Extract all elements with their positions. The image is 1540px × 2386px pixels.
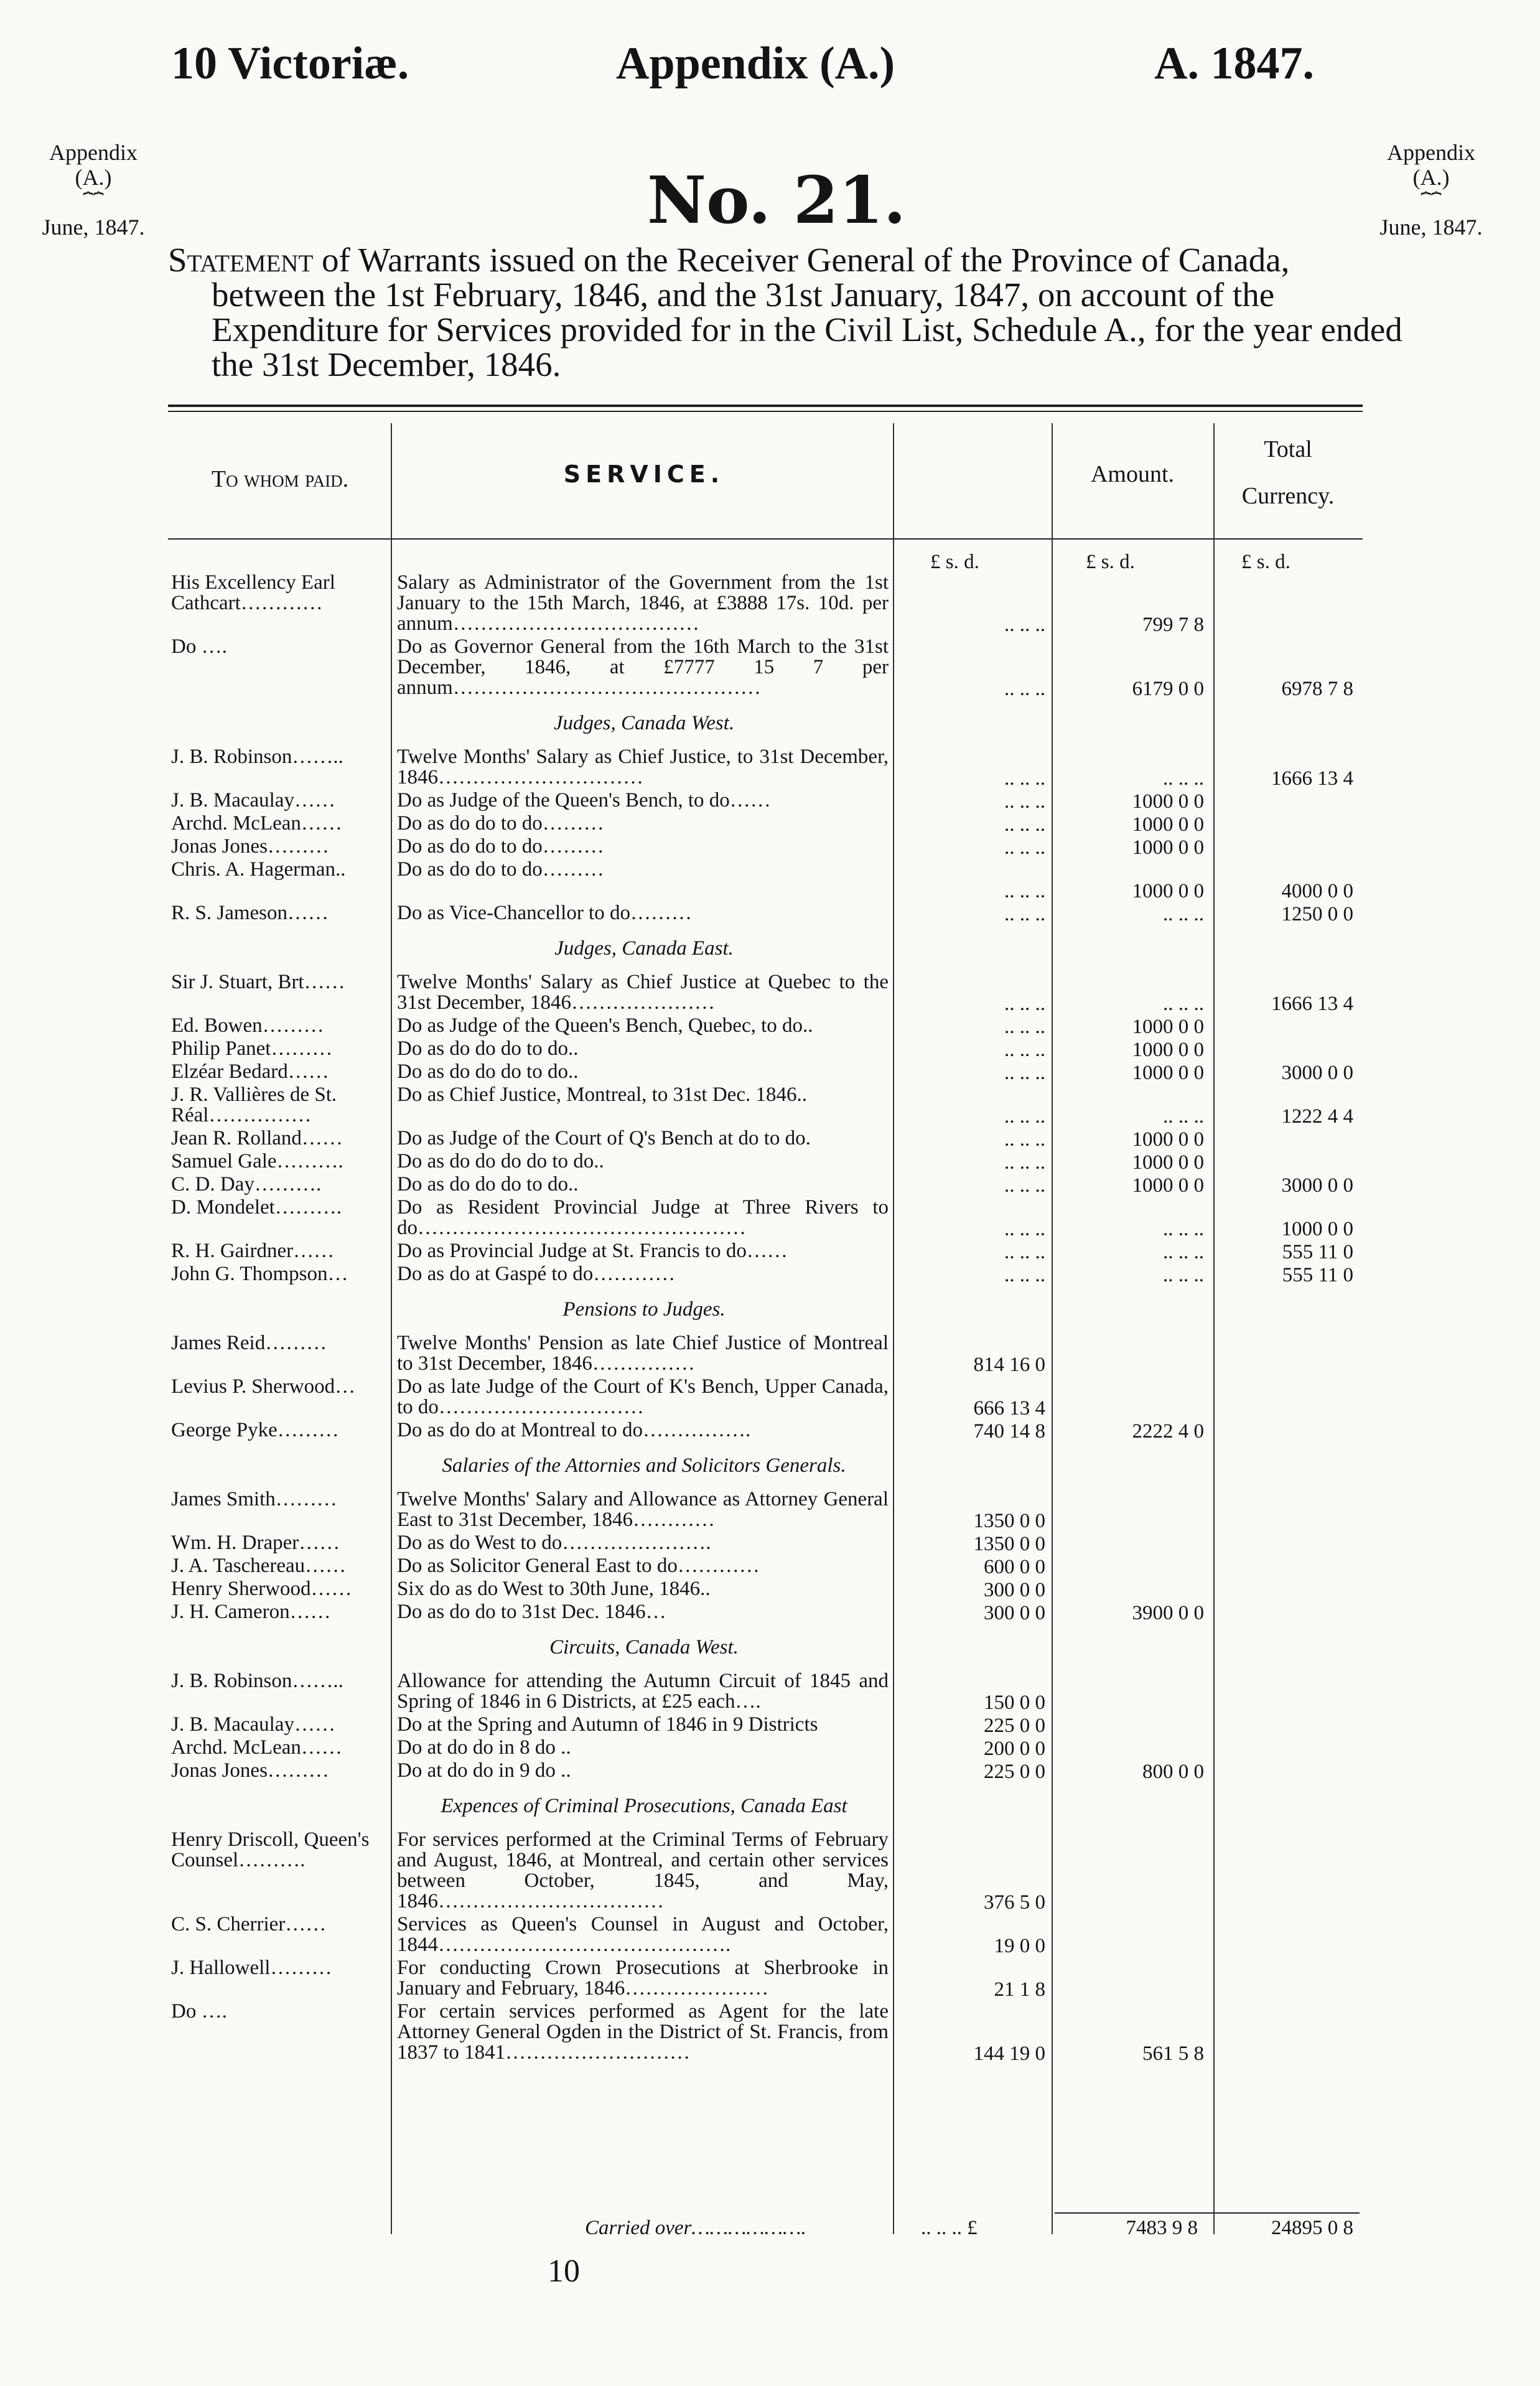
section-heading: Expences of Criminal Prosecutions, Canada East bbox=[441, 1795, 847, 1817]
amount-subitem: 814 16 0 bbox=[973, 1354, 1045, 1376]
section-heading: Judges, Canada West. bbox=[553, 712, 735, 734]
col-header-to-whom: To whom paid. bbox=[211, 466, 349, 492]
payee-name: Elzéar Bedard…… bbox=[171, 1060, 329, 1083]
payee-name: His Excellency Earl Cathcart………… bbox=[171, 571, 335, 614]
payee-name: C. S. Cherrier…… bbox=[171, 1913, 327, 1935]
payee-name: J. B. Macaulay…… bbox=[171, 1713, 335, 1736]
header-left: 10 Victoriæ. bbox=[171, 38, 409, 89]
amount-value: 1000 0 0 bbox=[1132, 1062, 1204, 1084]
col-header-currency: Currency. bbox=[1241, 483, 1335, 509]
amount-value: 1000 0 0 bbox=[1132, 1174, 1204, 1197]
amount-subitem: 1350 0 0 bbox=[973, 1533, 1045, 1555]
statement-lead: Statement bbox=[168, 241, 314, 279]
service-description: Do as do do at Montreal to do……………. bbox=[397, 1419, 751, 1441]
amount-value: 799 7 8 bbox=[1142, 614, 1204, 636]
total-currency-value: 1222 4 4 bbox=[1281, 1105, 1353, 1128]
service-description: Do as do do to do……… bbox=[397, 858, 604, 881]
service-description: Twelve Months' Salary as Chief Justice, to 31st December, 1846………………………… bbox=[397, 746, 889, 788]
col-divider bbox=[391, 423, 392, 2234]
amount-subitem: .. .. .. bbox=[1004, 1241, 1045, 1263]
margin-note-sub: (A.) bbox=[1412, 165, 1450, 190]
payee-name: Henry Sherwood…… bbox=[171, 1578, 352, 1600]
amount-subitem: .. .. .. bbox=[1004, 1016, 1045, 1038]
payee-name: J. A. Taschereau…… bbox=[171, 1555, 347, 1577]
margin-note-right bbox=[1363, 140, 1500, 240]
amount-value: .. .. .. bbox=[1163, 1264, 1204, 1286]
payee-name: J. R. Vallières de St. Réal…………… bbox=[171, 1083, 337, 1126]
payee-name: J. B. Macaulay…… bbox=[171, 789, 335, 812]
service-description: Do at the Spring and Autumn of 1846 in 9 Districts bbox=[397, 1713, 818, 1736]
service-description: Do as Judge of the Court of Q's Bench at do to do. bbox=[397, 1127, 811, 1149]
amount-subitem: 1350 0 0 bbox=[973, 1510, 1045, 1532]
section-heading: Pensions to Judges. bbox=[562, 1298, 726, 1321]
amount-subitem: .. .. .. bbox=[1004, 1128, 1045, 1151]
margin-note-title: Appendix bbox=[1387, 140, 1475, 165]
amount-value: .. .. .. bbox=[1163, 767, 1204, 790]
total-currency-value: 3000 0 0 bbox=[1281, 1062, 1353, 1084]
amount-subitem: .. .. .. bbox=[1004, 1174, 1045, 1197]
amount-value: 2222 4 0 bbox=[1132, 1420, 1204, 1443]
payee-name: Levius P. Sherwood… bbox=[171, 1375, 356, 1398]
margin-note-title: Appendix bbox=[49, 140, 138, 165]
payee-name: James Reid……… bbox=[171, 1332, 327, 1354]
section-heading: Circuits, Canada West. bbox=[549, 1636, 739, 1659]
payee-name: George Pyke……… bbox=[171, 1419, 339, 1441]
service-description: Do as Provincial Judge at St. Francis to do…… bbox=[397, 1240, 788, 1262]
table-top-rule bbox=[168, 405, 1363, 407]
amount-value: 561 5 8 bbox=[1142, 2042, 1204, 2065]
amount-subitem: 21 1 8 bbox=[994, 1978, 1045, 2001]
amount-subitem: .. .. .. bbox=[1004, 813, 1045, 836]
amount-subitem: 144 19 0 bbox=[973, 2042, 1045, 2065]
service-description: Do as do do do to do.. bbox=[397, 1060, 579, 1083]
col-divider bbox=[893, 423, 894, 2234]
carried-over-label: Carried over………………. bbox=[585, 2217, 806, 2239]
payee-name: Henry Driscoll, Queen's Counsel………. bbox=[171, 1828, 370, 1871]
payee-name: Jean R. Rolland…… bbox=[171, 1127, 343, 1149]
amount-subitem: 200 0 0 bbox=[984, 1738, 1045, 1760]
payee-name: J. B. Robinson…….. bbox=[171, 1670, 343, 1692]
amount-value: .. .. .. bbox=[1163, 1218, 1204, 1240]
header-right: A. 1847. bbox=[1154, 38, 1314, 89]
amount-subitem: .. .. .. bbox=[1004, 1105, 1045, 1128]
amount-value: 800 0 0 bbox=[1142, 1761, 1204, 1783]
amount-subitem: 300 0 0 bbox=[984, 1579, 1045, 1601]
payee-name: Archd. McLean…… bbox=[171, 812, 342, 835]
total-currency-value: 555 11 0 bbox=[1282, 1264, 1353, 1286]
service-description: Do as do at Gaspé to do………… bbox=[397, 1263, 676, 1285]
payee-name: Archd. McLean…… bbox=[171, 1736, 342, 1759]
amount-value: 1000 0 0 bbox=[1132, 836, 1204, 859]
table-top-rule-2 bbox=[168, 411, 1363, 412]
amount-value: .. .. .. bbox=[1163, 1241, 1204, 1263]
service-description: Do as do do do to do.. bbox=[397, 1037, 579, 1060]
payee-name: J. Hallowell……… bbox=[171, 1957, 332, 1979]
section-heading: Judges, Canada East. bbox=[554, 937, 734, 960]
header-center: Appendix (A.) bbox=[616, 38, 895, 89]
margin-note-left bbox=[25, 140, 162, 240]
lsd-header: £ s. d. bbox=[1086, 551, 1135, 573]
carried-over-dots: .. .. .. £ bbox=[921, 2217, 978, 2239]
statement-paragraph bbox=[168, 243, 1406, 382]
amount-subitem: .. .. .. bbox=[1004, 1264, 1045, 1286]
service-description: Services as Queen's Counsel in August and October, 1844……………………………………. bbox=[397, 1913, 889, 1956]
amount-subitem: 150 0 0 bbox=[984, 1691, 1045, 1714]
col-header-total: Total bbox=[1264, 436, 1312, 462]
amount-value: 1000 0 0 bbox=[1132, 880, 1204, 902]
service-description: Do as do do to do……… bbox=[397, 835, 604, 858]
service-description: Do at do do in 9 do .. bbox=[397, 1759, 571, 1782]
service-description: Do as do do do to do.. bbox=[397, 1173, 579, 1195]
amount-subitem: .. .. .. bbox=[1004, 903, 1045, 925]
page-number: 10 bbox=[548, 2253, 580, 2289]
service-description: For services performed at the Criminal Terms of February and August, 1846, at Montreal, and certain other services between October, 1845, and May, 1846…………………………… bbox=[397, 1828, 889, 1912]
payee-name: Wm. H. Draper…… bbox=[171, 1532, 340, 1554]
payee-name: Sir J. Stuart, Brt…… bbox=[171, 971, 345, 993]
amount-subitem: 740 14 8 bbox=[973, 1420, 1045, 1443]
service-description: For certain services performed as Agent for the late Attorney General Ogden in the District of St. Francis, from 1837 to 1841……………………… bbox=[397, 2000, 889, 2064]
col-header-amount: Amount. bbox=[1090, 461, 1175, 487]
amount-subitem: .. .. .. bbox=[1004, 767, 1045, 790]
service-description: Do as Governor General from the 16th March to the 31st December, 1846, at £7777 15 7 per annum……………………………………… bbox=[397, 635, 889, 699]
amount-subitem: .. .. .. bbox=[1004, 1039, 1045, 1061]
amount-subitem: 300 0 0 bbox=[984, 1602, 1045, 1624]
service-description: Do as do do do do to do.. bbox=[397, 1150, 604, 1172]
service-description: Twelve Months' Salary and Allowance as Attorney General East to 31st December, 1846………… bbox=[397, 1488, 889, 1531]
payee-name: Do …. bbox=[171, 635, 227, 658]
service-description: Twelve Months' Salary as Chief Justice at Quebec to the 31st December, 1846………………… bbox=[397, 971, 889, 1014]
total-currency-value: 3000 0 0 bbox=[1281, 1174, 1353, 1197]
amount-value: 6179 0 0 bbox=[1132, 678, 1204, 700]
service-description: Do as Resident Provincial Judge at Three Rivers to do………………………………………… bbox=[397, 1196, 889, 1239]
amount-subitem: 225 0 0 bbox=[984, 1715, 1045, 1737]
payee-name: C. D. Day………. bbox=[171, 1173, 322, 1195]
amount-value: 3900 0 0 bbox=[1132, 1602, 1204, 1624]
amount-subitem: 19 0 0 bbox=[994, 1935, 1045, 1957]
carried-over-amount: 7483 9 8 bbox=[1126, 2217, 1198, 2239]
service-description: Do as do West to do…………………. bbox=[397, 1532, 711, 1554]
lsd-header: £ s. d. bbox=[930, 551, 979, 573]
amount-value: .. .. .. bbox=[1163, 993, 1204, 1015]
document-number: No. 21. bbox=[647, 162, 906, 238]
amount-value: 1000 0 0 bbox=[1132, 1039, 1204, 1061]
amount-value: 1000 0 0 bbox=[1132, 1128, 1204, 1151]
service-description: Do as do do to 31st Dec. 1846… bbox=[397, 1601, 666, 1623]
lsd-header: £ s. d. bbox=[1241, 551, 1290, 573]
payee-name: Philip Panet……… bbox=[171, 1037, 333, 1060]
amount-subitem: .. .. .. bbox=[1004, 880, 1045, 902]
amount-subitem: .. .. .. bbox=[1004, 993, 1045, 1015]
payee-name: R. S. Jameson…… bbox=[171, 902, 329, 924]
total-currency-value: 1666 13 4 bbox=[1271, 767, 1353, 790]
margin-note-sub: (A.) bbox=[75, 165, 112, 190]
total-currency-value: 4000 0 0 bbox=[1281, 880, 1353, 902]
col-header-service: SERVICE. bbox=[563, 461, 725, 488]
payee-name: John G. Thompson… bbox=[171, 1263, 348, 1285]
service-description: Do as late Judge of the Court of K's Bench, Upper Canada, to do………………………… bbox=[397, 1375, 889, 1418]
total-rule bbox=[1055, 2212, 1360, 2214]
col-divider bbox=[1213, 423, 1215, 2234]
brace-icon: ⏞⏞ bbox=[83, 192, 104, 212]
total-currency-value: 1250 0 0 bbox=[1281, 903, 1353, 925]
service-description: Do as Chief Justice, Montreal, to 31st Dec. 1846.. bbox=[397, 1083, 807, 1106]
amount-value: 1000 0 0 bbox=[1132, 1151, 1204, 1174]
payee-name: D. Mondelet………. bbox=[171, 1196, 342, 1219]
margin-note-date: June, 1847. bbox=[42, 215, 145, 240]
payee-name: Do …. bbox=[171, 2000, 227, 2023]
service-description: Six do as do West to 30th June, 1846.. bbox=[397, 1578, 711, 1600]
payee-name: J. B. Robinson…….. bbox=[171, 746, 343, 768]
service-description: Do as Judge of the Queen's Bench, Quebec, to do.. bbox=[397, 1014, 813, 1037]
amount-subitem: .. .. .. bbox=[1004, 790, 1045, 813]
section-heading: Salaries of the Attornies and Solicitors Generals. bbox=[442, 1454, 846, 1477]
amount-subitem: 600 0 0 bbox=[984, 1556, 1045, 1578]
amount-subitem: .. .. .. bbox=[1004, 1151, 1045, 1174]
service-description: Twelve Months' Pension as late Chief Justice of Montreal to 31st December, 1846…………… bbox=[397, 1332, 889, 1375]
amount-subitem: .. .. .. bbox=[1004, 678, 1045, 700]
service-description: For conducting Crown Prosecutions at Sherbrooke in January and February, 1846………………… bbox=[397, 1957, 889, 2000]
total-currency-value: 555 11 0 bbox=[1282, 1241, 1353, 1263]
payee-name: James Smith……… bbox=[171, 1488, 337, 1510]
payee-name: Samuel Gale………. bbox=[171, 1150, 343, 1172]
statement-text: of Warrants issued on the Receiver General of the Province of Canada, between the 1st February, 1846, and the 31st January, 1847, on account of the Expenditure for Services provided for in the Civil List, Schedule A., for the year ended the 31st December, 1846. bbox=[212, 241, 1402, 383]
amount-subitem: .. .. .. bbox=[1004, 1062, 1045, 1084]
amount-value: .. .. .. bbox=[1163, 1105, 1204, 1128]
service-description: Do at do do in 8 do .. bbox=[397, 1736, 571, 1759]
brace-icon: ⏞⏞ bbox=[1421, 192, 1442, 212]
amount-value: 1000 0 0 bbox=[1132, 1016, 1204, 1038]
payee-name: Jonas Jones……… bbox=[171, 835, 329, 858]
amount-subitem: 666 13 4 bbox=[973, 1397, 1045, 1420]
amount-value: 1000 0 0 bbox=[1132, 813, 1204, 836]
payee-name: Jonas Jones……… bbox=[171, 1759, 329, 1782]
amount-subitem: .. .. .. bbox=[1004, 836, 1045, 859]
total-currency-value: 1000 0 0 bbox=[1281, 1218, 1353, 1240]
payee-name: J. H. Cameron…… bbox=[171, 1601, 331, 1623]
service-description: Do as Vice-Chancellor to do……… bbox=[397, 902, 692, 924]
amount-subitem: 376 5 0 bbox=[984, 1891, 1045, 1914]
amount-value: 1000 0 0 bbox=[1132, 790, 1204, 813]
col-divider bbox=[1052, 423, 1053, 2234]
header-bottom-rule bbox=[168, 538, 1363, 540]
payee-name: Ed. Bowen……… bbox=[171, 1014, 324, 1037]
margin-note-date: June, 1847. bbox=[1379, 215, 1483, 240]
payee-name: Chris. A. Hagerman.. bbox=[171, 858, 346, 881]
carried-over-total: 24895 0 8 bbox=[1271, 2217, 1353, 2239]
payee-name: R. H. Gairdner…… bbox=[171, 1240, 335, 1262]
service-description: Allowance for attending the Autumn Circuit of 1845 and Spring of 1846 in 6 Districts, at £25 each…. bbox=[397, 1670, 889, 1713]
total-currency-value: 1666 13 4 bbox=[1271, 993, 1353, 1015]
service-description: Salary as Administrator of the Government from the 1st January to the 15th March, 1846, at £3888 17s. 10d. per annum……………………………… bbox=[397, 571, 889, 635]
amount-subitem: .. .. .. bbox=[1004, 614, 1045, 636]
amount-value: .. .. .. bbox=[1163, 903, 1204, 925]
service-description: Do as do do to do……… bbox=[397, 812, 604, 835]
amount-subitem: 225 0 0 bbox=[984, 1761, 1045, 1783]
service-description: Do as Solicitor General East to do………… bbox=[397, 1555, 760, 1577]
total-currency-value: 6978 7 8 bbox=[1281, 678, 1353, 700]
amount-subitem: .. .. .. bbox=[1004, 1218, 1045, 1240]
service-description: Do as Judge of the Queen's Bench, to do…… bbox=[397, 789, 771, 812]
